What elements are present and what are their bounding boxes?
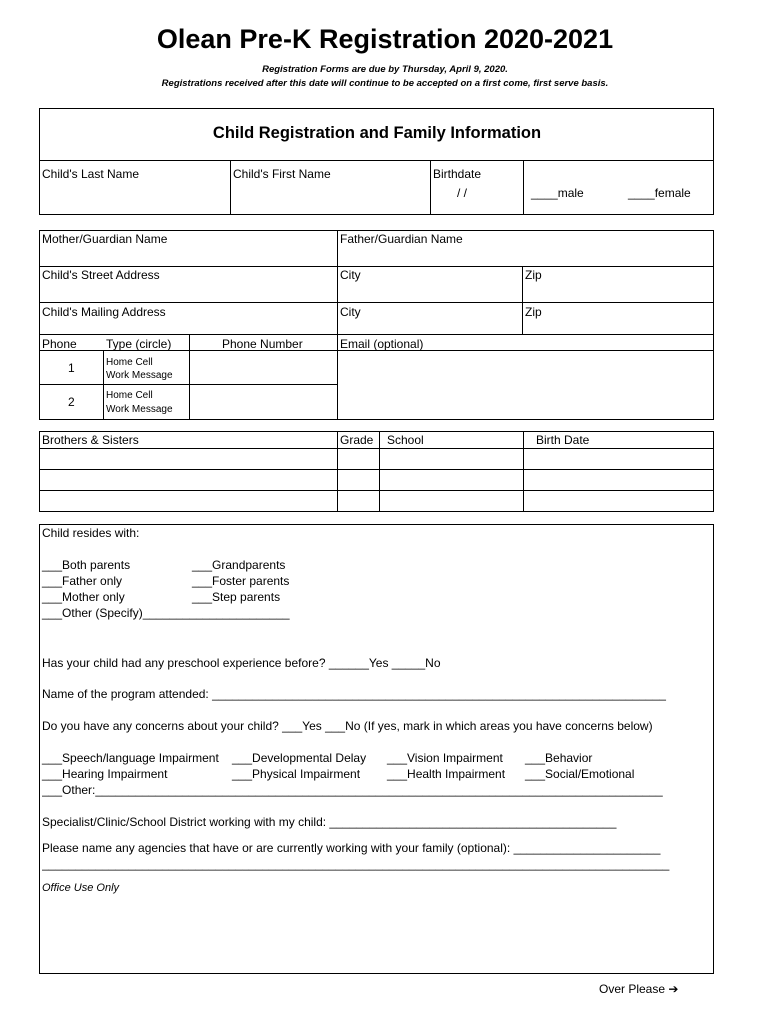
phone-number-header: Phone Number bbox=[222, 337, 303, 351]
father-guardian-field[interactable]: Father/Guardian Name bbox=[340, 232, 463, 246]
siblings-name-header: Brothers & Sisters bbox=[42, 433, 139, 447]
both-parents-option[interactable]: ___Both parents bbox=[42, 558, 131, 572]
vision-concern-option[interactable]: ___Vision Impairment bbox=[387, 751, 503, 765]
phone-type-options[interactable]: Home Cell bbox=[106, 390, 153, 401]
siblings-birthdate-header: Birth Date bbox=[536, 433, 590, 447]
resides-label: Child resides with: bbox=[42, 526, 140, 540]
questions-box bbox=[39, 524, 714, 974]
hearing-concern-option[interactable]: ___Hearing Impairment bbox=[42, 767, 168, 781]
health-concern-option[interactable]: ___Health Impairment bbox=[387, 767, 506, 781]
email-field[interactable]: Email (optional) bbox=[340, 337, 424, 351]
street-city-field[interactable]: City bbox=[340, 268, 361, 282]
phone-type-options[interactable]: Work Message bbox=[106, 404, 173, 415]
developmental-concern-option[interactable]: ___Developmental Delay bbox=[232, 751, 367, 765]
behavior-concern-option[interactable]: ___Behavior bbox=[525, 751, 593, 765]
mother-only-option[interactable]: ___Mother only bbox=[42, 590, 125, 604]
other-concern-field[interactable]: ___Other:_____________________________________________________________________________________ bbox=[42, 783, 663, 797]
agencies-field[interactable]: Please name any agencies that have or are currently working with your family (optional): ______________________ bbox=[42, 841, 661, 855]
street-address-field[interactable]: Child's Street Address bbox=[42, 268, 160, 282]
social-emotional-concern-option[interactable]: ___Social/Emotional bbox=[525, 767, 635, 781]
street-zip-field[interactable]: Zip bbox=[525, 268, 542, 282]
preschool-question[interactable]: Has your child had any preschool experience before? ______Yes _____No bbox=[42, 656, 441, 670]
section-heading: Child Registration and Family Information bbox=[212, 124, 542, 142]
program-attended-field[interactable]: Name of the program attended: ____________________________________________________________________ bbox=[42, 687, 666, 701]
speech-concern-option[interactable]: ___Speech/language Impairment bbox=[42, 751, 219, 765]
concerns-question[interactable]: Do you have any concerns about your child? ___Yes ___No (If yes, mark in which areas you have concerns below) bbox=[42, 719, 653, 733]
female-option[interactable]: ____female bbox=[628, 186, 691, 200]
foster-parents-option[interactable]: ___Foster parents bbox=[192, 574, 290, 588]
siblings-table bbox=[39, 431, 714, 512]
specialist-field[interactable]: Specialist/Clinic/School District working with my child: ___________________________________________ bbox=[42, 815, 617, 829]
child-last-name-field[interactable]: Child's Last Name bbox=[42, 167, 139, 181]
page-title: Olean Pre-K Registration 2020-2021 bbox=[156, 24, 614, 54]
other-specify-option[interactable]: ___Other (Specify)______________________ bbox=[42, 606, 290, 620]
siblings-grade-header: Grade bbox=[340, 433, 374, 447]
child-first-name-field[interactable]: Child's First Name bbox=[233, 167, 331, 181]
mailing-address-field[interactable]: Child's Mailing Address bbox=[42, 305, 166, 319]
over-please-note: Over Please ➔ bbox=[599, 982, 679, 996]
birthdate-slashes: / / bbox=[457, 186, 468, 200]
agencies-continuation-line[interactable]: ______________________________________________________________________________________________ bbox=[42, 857, 670, 871]
father-only-option[interactable]: ___Father only bbox=[42, 574, 123, 588]
phone-header: Phone bbox=[42, 337, 77, 351]
male-option[interactable]: ____male bbox=[531, 186, 584, 200]
phone-row-number: 2 bbox=[68, 395, 75, 409]
mailing-city-field[interactable]: City bbox=[340, 305, 361, 319]
mother-guardian-field[interactable]: Mother/Guardian Name bbox=[42, 232, 168, 246]
step-parents-option[interactable]: ___Step parents bbox=[192, 590, 281, 604]
birthdate-field[interactable]: Birthdate bbox=[433, 167, 482, 181]
grandparents-option[interactable]: ___Grandparents bbox=[192, 558, 286, 572]
mailing-zip-field[interactable]: Zip bbox=[525, 305, 542, 319]
phone-type-options[interactable]: Work Message bbox=[106, 370, 173, 381]
office-use-label: Office Use Only bbox=[42, 882, 120, 894]
phone-type-options[interactable]: Home Cell bbox=[106, 357, 153, 368]
due-date-note: Registration Forms are due by Thursday, April 9, 2020. bbox=[262, 64, 508, 75]
late-registration-note: Registrations received after this date will continue to be accepted on a first come, first serve basis. bbox=[161, 78, 609, 89]
siblings-school-header: School bbox=[387, 433, 424, 447]
type-header: Type (circle) bbox=[106, 337, 172, 351]
physical-concern-option[interactable]: ___Physical Impairment bbox=[232, 767, 361, 781]
phone-row-number: 1 bbox=[68, 361, 75, 375]
